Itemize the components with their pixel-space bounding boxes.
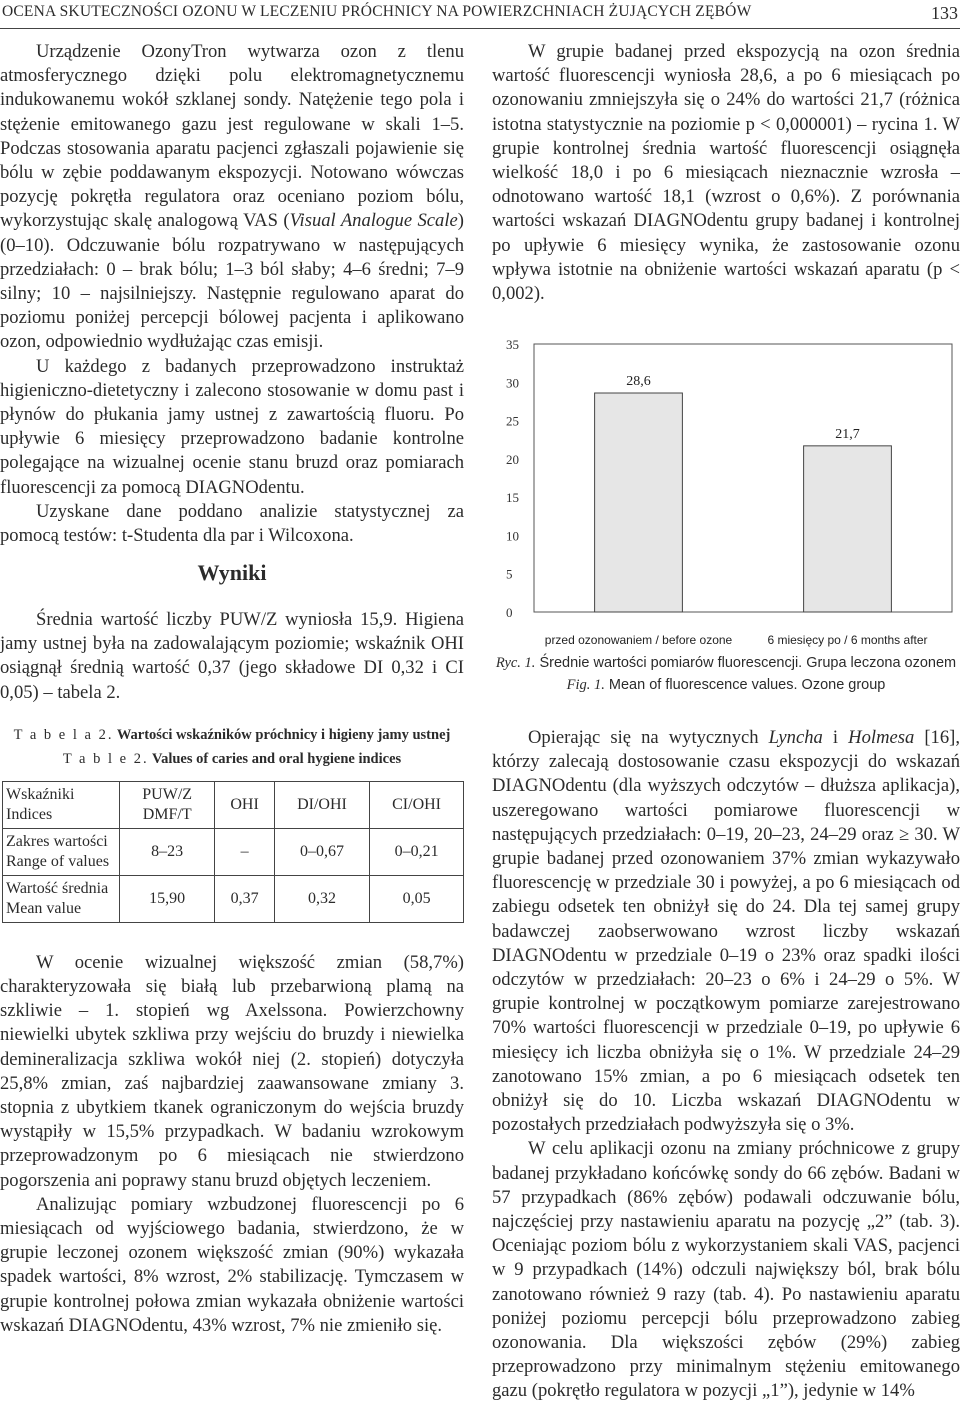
- running-title: OCENA SKUTECZNOŚCI OZONU W LECZENIU PRÓCHNICY NA POWIERZCHNIACH ŻUJĄCYCH ZĘBÓW: [2, 3, 752, 20]
- y-tick-label: 0: [506, 605, 513, 620]
- paragraph-visual: W ocenie wizualnej większość zmian (58,7%) charakteryzowała się białą lub przebarwioną plamą na szkliwie – 1. stopień wg Axelssona. Powierzchowny niewielki ubytek szkliwa przy wejściu do bruzdy i niewielka demineralizacja szkliwa wokół niej (2. stopień) dotyczyła 25,8% zmian, zaś najbardziej zaawansowane zmiany 3. stopnia z ubytkiem tkanek ograniczonym do wejścia bruzdy wystąpiły w 15,5% przypadkach. W badaniu wzrokowym przeprowadzonym po 6 miesiącach nie stwierdzono pogorszenia ani poprawy stanu bruzd objętych leczeniem.: [0, 951, 464, 1191]
- table-header-cell: Wskaźniki Indices: [3, 781, 120, 828]
- bar-value-label: 21,7: [835, 426, 860, 442]
- right-lower-text: [492, 726, 960, 1404]
- bar: [804, 446, 892, 612]
- table-cell: 0–0,21: [370, 828, 464, 875]
- y-tick-label: 15: [506, 490, 519, 506]
- x-category-label: 6 miesięcy po / 6 months after: [767, 633, 928, 647]
- table-header-cell: OHI: [215, 781, 275, 828]
- vas-italic: Visual Analogue Scale: [289, 210, 458, 232]
- table-header-cell: PUW/Z DMF/T: [120, 781, 215, 828]
- paragraph-instruction: U każdego z badanych przeprowadzono instruktaż higieniczno-dietetyczny i zalecono stosowanie w domu past i płynów do płukania jamy ustnej z zawartością fluoru. Po upływie 6 miesięcy przeprowadzono badanie kontrolne polegające na wizualnej ocenie stanu bruzd oraz pomiarach fluorescencji za pomocą DIAGNOdentu.: [0, 355, 464, 498]
- table-header-row: [3, 781, 464, 828]
- bar-chart-svg: [492, 332, 960, 652]
- running-header: [0, 0, 960, 29]
- y-tick-label: 30: [506, 375, 519, 391]
- indices-table: [2, 781, 464, 923]
- y-tick-label: 35: [506, 337, 519, 352]
- y-tick-label: 10: [506, 528, 519, 544]
- table-cell: –: [215, 828, 275, 875]
- paragraph-dmft: Średnia wartość liczby PUW/Z wyniosła 15,9. Higiena jamy ustnej była na zadowalającym poziomie; wskaźnik OHI osiągnął średnią wartość 0,37 (jego składowe DI 0,32 i CI 0,05) – tabela 2.: [0, 609, 464, 703]
- paragraph-statistics: Uzyskane dane poddano analizie statystycznej za pomocą testów: t-Studenta dla par i Wilcoxona.: [0, 500, 464, 547]
- paragraph-fluorescence: Analizując pomiary wzbudzonej fluorescencji po 6 miesiącach od wyjściowego badania, stwierdzono, że w grupie leczonej ozonem większość zmian (90%) wykazała spadek wartości, 8% wzrost, 2% stabilizację. Tymczasem w grupie kontrolnej połowa zmian wykazała obniżenie wartości wskazań DIAGNOdentu, 43% wzrost, 7% nie zmieniło się.: [0, 1193, 464, 1336]
- table-cell: Zakres wartości Range of values: [3, 828, 120, 875]
- page-number: 133: [931, 3, 958, 23]
- section-heading-results: Wyniki: [197, 560, 267, 585]
- paragraph-pain: W celu aplikacji ozonu na zmiany próchnicowe z grupy badanej przykładano końcówkę sondy do 66 zębów. Badani w 57 przypadkach (86% zębów) podawali odczuwanie bólu, najczęściej przy nastawieniu aparatu na pozycję „2” (tab. 3). Oceniając poziom bólu z wykorzystaniem skali VAS, pacjenci w 9 przypadkach (14%) odczuli największy ból, brak bólu zanotowano również 9 razy (tab. 4). Po nastawieniu aparatu poniżej poziomu percepcji bólu przeprowadzono zabieg ozonowania. Dla większości zębów (29%) zabieg przeprowadzono przy minimalnym stężeniu emitowanego gazu (pokrętło regulatora w pozycji „1”), jedynie w 14%: [492, 1138, 960, 1402]
- bar-value-label: 28,6: [626, 374, 651, 390]
- figure-caption: [492, 652, 960, 696]
- paragraph-ozone-group: W grupie badanej przed ekspozycją na ozon średnia wartość fluorescencji wyniosła 28,6, a po 6 miesiącach po ozonowaniu zmniejszyła się o 24% do wartości 21,7 (różnica istotna statystycznie na poziomie p < 0,000001) – rycina 1. W grupie kontrolnej średnia wartość fluorescencji osiągnęła wielkość 18,0 i po 6 miesiącach nieznacznie wzrosła – odnotowano wartość 18,1 (wzrost o 0,6%). Z porównania wartości wskazań DIAGNOdentu grupy badanej i kontrolnej po upływie 6 miesięcy wynika, że zastosowanie ozonu wpływa istotnie na obniżenie wartości wskazań aparatu (p < 0,002).: [492, 41, 960, 305]
- paragraph-lynch-holmes: Opierając się na wytycznych Lyncha i Holmesa [16], którzy zalecają dostosowanie czasu ekspozycji do wskazań DIAGNOdentu (dla wyższych odczytów – dłuższa aplikacja), uszeregowano wartości pomiarowe fluorescencji w następujących przedziałach: 0–19, 20–23, 24–29 oraz ≥ 30. W grupie badanej przed ozonowaniem 37% zmian wykazywało fluorescencję w przedziale 30 i powyżej, a po 6 miesiącach od zabiegu odsetek ten obniżył się do 24. Dla tej samej grupy badawczej zaobserwowano wzrost liczby wskazań DIAGNOdentu w przedziale 0–19 o 23% oraz spadki ilości odczytów w przedziałach: 20–23 o 6% i 24–29 o 5%. W grupie kontrolnej w początkowym pomiarze zarejestrowano 70% wartości fluorescencji w przedziale 0–19, po upływie 6 miesięcy ich liczba obniżyła się o 1%. W przedziale 24–29 zanotowano 15% zmian, a po 6 miesiącach odsetek ten obniżył się do 10. Liczba wskazań DIAGNOdentu w pozostałych przedziałach podwyższyła się o 3%.: [492, 727, 960, 1136]
- table-header-cell: CI/OHI: [370, 781, 464, 828]
- table-header-cell: DI/OHI: [274, 781, 369, 828]
- table-cell: 15,90: [120, 875, 215, 922]
- table-cell: Wartość średnia Mean value: [3, 875, 120, 922]
- results-section: [0, 608, 464, 1338]
- table-cell: 0,32: [274, 875, 369, 922]
- bar: [595, 393, 683, 612]
- left-column: [0, 40, 464, 548]
- figure-caption-en: Fig. 1. Mean of fluorescence values. Ozone group: [566, 677, 886, 693]
- table-cell: 0,37: [215, 875, 275, 922]
- table-row: [3, 828, 464, 875]
- table-caption-pl: T a b e l a 2. Wartości wskaźników próchnicy i higieny jamy ustnej: [13, 726, 451, 743]
- table-caption-en: T a b l e 2. Values of caries and oral hygiene indices: [62, 750, 402, 767]
- table-cell: 8–23: [120, 828, 215, 875]
- table-cell: 0,05: [370, 875, 464, 922]
- x-category-label: przed ozonowaniem / before ozone: [544, 633, 733, 647]
- table-row: [3, 875, 464, 922]
- y-tick-label: 25: [506, 413, 519, 429]
- y-tick-label: 20: [506, 451, 519, 467]
- right-column: [492, 40, 960, 1402]
- y-tick-label: 5: [506, 566, 513, 582]
- bar-chart: [492, 332, 960, 692]
- paragraph-device: Urządzenie OzonyTron wytwarza ozon z tlenu atmosferycznego dzięki polu elektromagnetycznemu indukowanemu wokół szklanej sondy. Natężenie tego pola i stężenie emitowanego gazu jest regulowane w skali 1–5. Podczas stosowania aparatu pacjenci zgłaszali pojawienie się bólu w zębie poddawanym ekspozycji. Notowano wówczas pozycję pokrętła regulatora oraz oceniano poziom bólu, wykorzystując skalę analogową VAS (Visual Analogue Scale) (0–10). Odczuwanie bólu rozpatrywano w następujących przedziałach: 0 – brak bólu; 1–3 ból słaby; 4–6 średni; 7–9 silny; 10 – najsilniejszy. Następnie regulowano aparat do poziomu poniżej percepcji bólowej pacjenta i aplikowano ozon, odpowiednio wydłużając czas emisji.: [0, 41, 464, 353]
- figure-caption-pl: Ryc. 1. Średnie wartości pomiarów fluorescencji. Grupa leczona ozonem: [495, 655, 957, 671]
- table-cell: 0–0,67: [274, 828, 369, 875]
